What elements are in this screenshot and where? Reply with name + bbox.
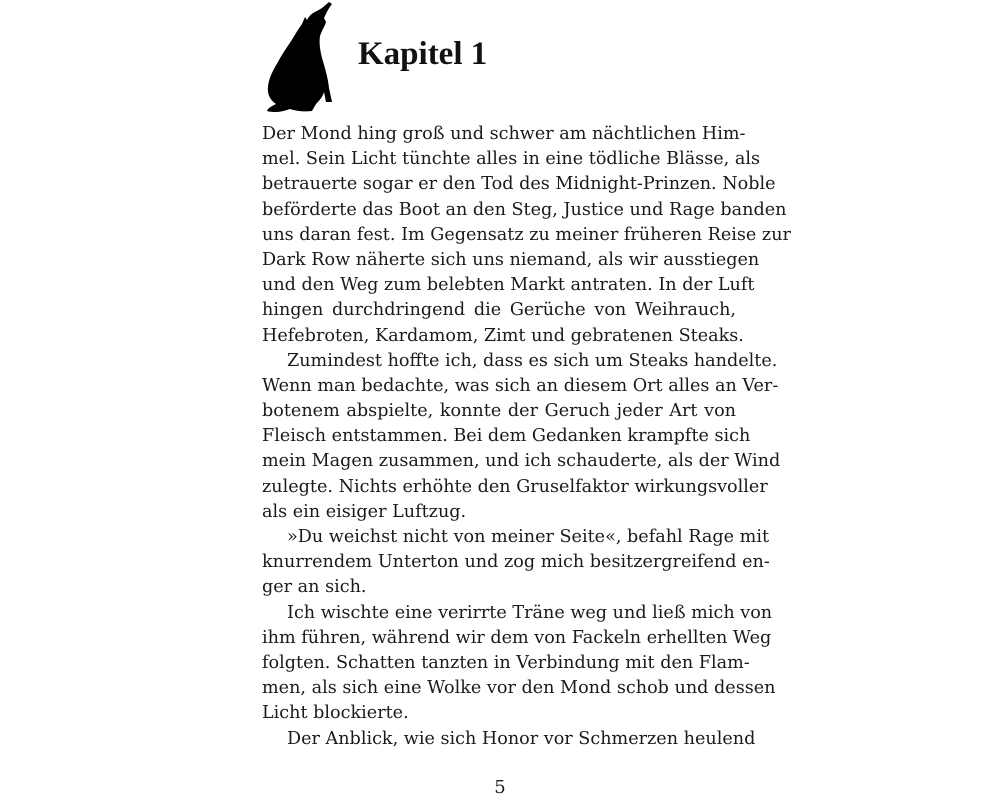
paragraph [262,349,781,525]
text-line: men, als sich eine Wolke vor den Mond schob und dessen [262,678,776,699]
text-line: als ein eisiger Luftzug. [262,501,467,522]
text-line: botenem abspielte, konnte der Geruch jeder Art von [262,401,736,422]
text-line: zulegte. Nichts erhöhte den Gruselfaktor wirkungsvoller [262,476,768,497]
text-line: mein Magen zusammen, und ich schauderte, als der Wind [262,451,781,472]
text-line: Ich wischte eine verirrte Träne weg und ließ mich von [287,602,773,623]
text-line: betrauerte sogar er den Tod des Midnight-Prinzen. Noble [262,174,776,195]
chapter-body [262,122,791,752]
text-line: knurrendem Unterton und zog mich besitzergreifend en- [262,552,770,573]
chapter-title: Kapitel 1 [358,36,488,72]
text-line: mel. Sein Licht tünchte alles in eine tödliche Blässe, als [262,149,760,170]
text-line: Fleisch entstammen. Bei dem Gedanken krampfte sich [262,426,751,447]
paragraph [262,122,791,349]
text-line: Zumindest hoffte ich, dass es sich um Steaks handelte. [287,350,778,371]
text-line: »Du weichst nicht von meiner Seite«, befahl Rage mit [287,527,770,547]
text-line: ger an sich. [262,577,367,598]
text-line: Der Anblick, wie sich Honor vor Schmerzen heulend [287,728,756,749]
text-line: ihm führen, während wir dem von Fackeln erhellten Weg [262,627,772,648]
text-line: hingen durchdringend die Gerüche von Weihrauch, [262,300,736,321]
text-line: beförderte das Boot an den Steg, Justice und Rage banden [262,199,787,220]
text-line: Licht blockierte. [262,703,409,724]
text-line: Hefebroten, Kardamom, Zimt und gebratenen Steaks. [262,325,744,346]
howling-wolf-icon [262,0,334,114]
text-line: uns daran fest. Im Gegensatz zu meiner früheren Reise zur [262,224,791,245]
page-number: 5 [494,777,506,798]
text-line: und den Weg zum belebten Markt antraten. In der Luft [262,275,755,296]
paragraph [262,727,756,752]
text-line: folgten. Schatten tanzten in Verbindung mit den Flam- [262,652,750,673]
paragraph [262,601,776,727]
text-line: Der Mond hing groß und schwer am nächtlichen Him- [262,124,746,144]
text-line: Wenn man bedachte, was sich an diesem Ort alles an Ver- [262,375,779,396]
text-line: Dark Row näherte sich uns niemand, als wir ausstiegen [262,249,760,270]
paragraph [262,525,770,601]
